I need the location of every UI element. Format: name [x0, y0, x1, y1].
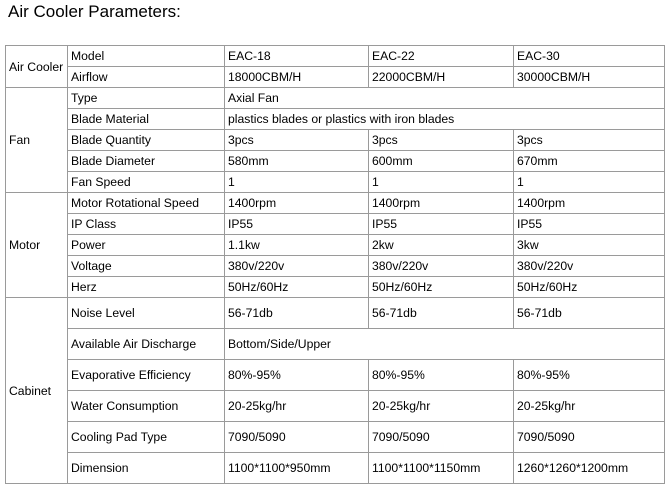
row-label: IP Class — [68, 214, 225, 235]
cell: Axial Fan — [225, 88, 665, 109]
cell: 50Hz/60Hz — [225, 277, 369, 298]
cell: 56-71db — [514, 298, 665, 329]
cell: 30000CBM/H — [514, 67, 665, 88]
cell: 18000CBM/H — [225, 67, 369, 88]
row-label: Dimension — [68, 453, 225, 484]
row-label: Power — [68, 235, 225, 256]
cell: IP55 — [369, 214, 514, 235]
page-title: Air Cooler Parameters: — [8, 2, 181, 21]
group-label-cabinet: Cabinet — [6, 298, 68, 484]
table-row — [6, 298, 665, 329]
cell: IP55 — [514, 214, 665, 235]
cell: IP55 — [225, 214, 369, 235]
cell: 380v/220v — [369, 256, 514, 277]
table-row — [6, 109, 665, 130]
cell: 380v/220v — [225, 256, 369, 277]
cell: 7090/5090 — [514, 422, 665, 453]
group-label-fan: Fan — [6, 88, 68, 193]
table-row — [6, 130, 665, 151]
group-label-motor: Motor — [6, 193, 68, 298]
row-label: Type — [68, 88, 225, 109]
cell: 50Hz/60Hz — [369, 277, 514, 298]
table-row — [6, 88, 665, 109]
row-label: Blade Material — [68, 109, 225, 130]
group-label-air-cooler: Air Cooler — [6, 46, 68, 88]
cell: 20-25kg/hr — [514, 391, 665, 422]
parameters-table — [5, 45, 665, 484]
cell: 1 — [369, 172, 514, 193]
row-label: Cooling Pad Type — [68, 422, 225, 453]
cell: 1260*1260*1200mm — [514, 453, 665, 484]
row-label: Noise Level — [68, 298, 225, 329]
cell: 1100*1100*950mm — [225, 453, 369, 484]
cell: 56-71db — [369, 298, 514, 329]
cell: Bottom/Side/Upper — [225, 329, 665, 360]
cell: 2kw — [369, 235, 514, 256]
cell: 20-25kg/hr — [225, 391, 369, 422]
cell: 7090/5090 — [225, 422, 369, 453]
cell: 1400rpm — [514, 193, 665, 214]
cell: EAC-18 — [225, 46, 369, 67]
cell: 380v/220v — [514, 256, 665, 277]
cell: 600mm — [369, 151, 514, 172]
table-row — [6, 214, 665, 235]
row-label: Blade Quantity — [68, 130, 225, 151]
cell: 1100*1100*1150mm — [369, 453, 514, 484]
cell: 1400rpm — [225, 193, 369, 214]
table-row — [6, 277, 665, 298]
row-label: Fan Speed — [68, 172, 225, 193]
row-label: Blade Diameter — [68, 151, 225, 172]
cell: 3pcs — [369, 130, 514, 151]
cell: 3kw — [514, 235, 665, 256]
cell: EAC-22 — [369, 46, 514, 67]
cell: 56-71db — [225, 298, 369, 329]
table-row — [6, 256, 665, 277]
table-row — [6, 67, 665, 88]
cell: 7090/5090 — [369, 422, 514, 453]
table-row — [6, 360, 665, 391]
cell: 80%-95% — [369, 360, 514, 391]
row-label: Available Air Discharge — [68, 329, 225, 360]
cell: 580mm — [225, 151, 369, 172]
cell: 80%-95% — [514, 360, 665, 391]
cell: 1 — [225, 172, 369, 193]
table-row — [6, 151, 665, 172]
table-row — [6, 453, 665, 484]
row-label: Evaporative Efficiency — [68, 360, 225, 391]
cell: 3pcs — [514, 130, 665, 151]
table-row — [6, 172, 665, 193]
row-label: Motor Rotational Speed — [68, 193, 225, 214]
row-label: Airflow — [68, 67, 225, 88]
row-label: Water Consumption — [68, 391, 225, 422]
table-row — [6, 46, 665, 67]
cell: plastics blades or plastics with iron blades — [225, 109, 665, 130]
table-row — [6, 391, 665, 422]
table-row — [6, 422, 665, 453]
cell: 1 — [514, 172, 665, 193]
cell: EAC-30 — [514, 46, 665, 67]
cell: 50Hz/60Hz — [514, 277, 665, 298]
cell: 80%-95% — [225, 360, 369, 391]
cell: 20-25kg/hr — [369, 391, 514, 422]
cell: 3pcs — [225, 130, 369, 151]
cell: 670mm — [514, 151, 665, 172]
row-label: Voltage — [68, 256, 225, 277]
cell: 22000CBM/H — [369, 67, 514, 88]
table-row — [6, 235, 665, 256]
table-row — [6, 193, 665, 214]
table-row — [6, 329, 665, 360]
row-label: Herz — [68, 277, 225, 298]
cell: 1.1kw — [225, 235, 369, 256]
row-label: Model — [68, 46, 225, 67]
cell: 1400rpm — [369, 193, 514, 214]
